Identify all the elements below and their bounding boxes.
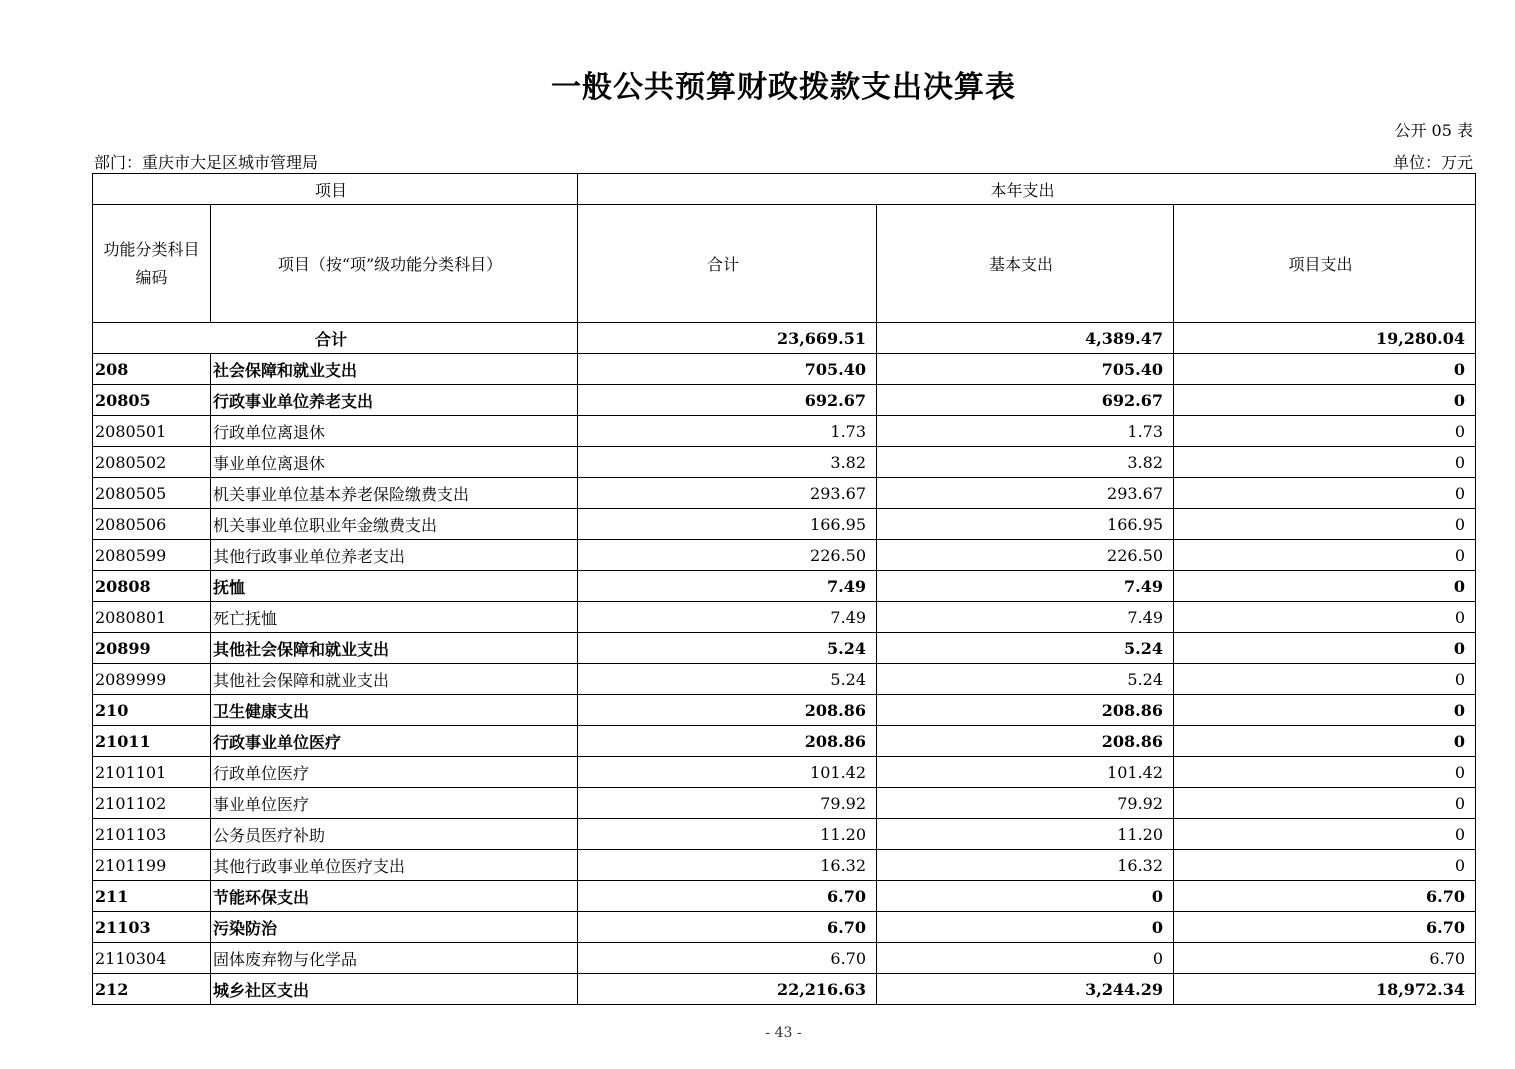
row-project: 0 — [1174, 695, 1476, 726]
total-label: 合计 — [93, 323, 578, 354]
row-code: 212 — [93, 974, 211, 1005]
table-row — [93, 912, 1476, 943]
table-row — [93, 757, 1476, 788]
row-project: 0 — [1174, 509, 1476, 540]
row-name: 其他社会保障和就业支出 — [211, 664, 578, 695]
row-project: 0 — [1174, 726, 1476, 757]
table-row — [93, 633, 1476, 664]
table-row — [93, 664, 1476, 695]
row-name: 卫生健康支出 — [211, 695, 578, 726]
row-basic: 692.67 — [877, 385, 1174, 416]
row-name: 城乡社区支出 — [211, 974, 578, 1005]
row-basic: 0 — [877, 881, 1174, 912]
row-project: 6.70 — [1174, 881, 1476, 912]
row-name: 其他社会保障和就业支出 — [211, 633, 578, 664]
header-row-2 — [93, 205, 1476, 323]
row-code: 21011 — [93, 726, 211, 757]
form-number: 公开 05 表 — [1394, 121, 1473, 140]
row-basic: 208.86 — [877, 695, 1174, 726]
row-total: 7.49 — [578, 571, 877, 602]
row-project: 0 — [1174, 664, 1476, 695]
row-basic: 79.92 — [877, 788, 1174, 819]
row-project: 0 — [1174, 633, 1476, 664]
row-code: 2089999 — [93, 664, 211, 695]
row-project: 0 — [1174, 571, 1476, 602]
row-name: 节能环保支出 — [211, 881, 578, 912]
row-basic: 3.82 — [877, 447, 1174, 478]
row-code: 2101102 — [93, 788, 211, 819]
expenditure-table — [92, 173, 1476, 1005]
row-code: 2080599 — [93, 540, 211, 571]
row-name: 行政单位离退休 — [211, 416, 578, 447]
row-basic: 7.49 — [877, 602, 1174, 633]
row-name: 行政事业单位养老支出 — [211, 385, 578, 416]
row-basic: 11.20 — [877, 819, 1174, 850]
header-basic: 基本支出 — [877, 205, 1174, 323]
row-name: 事业单位离退休 — [211, 447, 578, 478]
table-row — [93, 447, 1476, 478]
row-name: 抚恤 — [211, 571, 578, 602]
row-name: 固体废弃物与化学品 — [211, 943, 578, 974]
total-basic: 4,389.47 — [877, 323, 1174, 354]
header-current-year: 本年支出 — [578, 174, 1476, 205]
row-basic: 5.24 — [877, 633, 1174, 664]
row-total: 692.67 — [578, 385, 877, 416]
row-project: 18,972.34 — [1174, 974, 1476, 1005]
page-number: - 43 - — [765, 1025, 802, 1041]
row-project: 0 — [1174, 819, 1476, 850]
row-project: 0 — [1174, 416, 1476, 447]
row-code: 20805 — [93, 385, 211, 416]
row-code: 20899 — [93, 633, 211, 664]
row-code: 2080505 — [93, 478, 211, 509]
header-total: 合计 — [578, 205, 877, 323]
row-total: 5.24 — [578, 664, 877, 695]
table-row — [93, 695, 1476, 726]
row-name: 行政单位医疗 — [211, 757, 578, 788]
row-project: 0 — [1174, 602, 1476, 633]
row-basic: 226.50 — [877, 540, 1174, 571]
row-basic: 3,244.29 — [877, 974, 1174, 1005]
table-row — [93, 726, 1476, 757]
row-project: 0 — [1174, 757, 1476, 788]
row-project: 0 — [1174, 850, 1476, 881]
row-total: 101.42 — [578, 757, 877, 788]
row-basic: 0 — [877, 912, 1174, 943]
header-project: 项目 — [93, 174, 578, 205]
page-title: 一般公共预算财政拨款支出决算表 — [551, 70, 1016, 105]
header-item: 项目（按“项”级功能分类科目） — [211, 205, 578, 323]
row-basic: 166.95 — [877, 509, 1174, 540]
row-project: 6.70 — [1174, 943, 1476, 974]
row-code: 2101101 — [93, 757, 211, 788]
table-row — [93, 881, 1476, 912]
row-total: 293.67 — [578, 478, 877, 509]
row-basic: 101.42 — [877, 757, 1174, 788]
row-code: 2080801 — [93, 602, 211, 633]
header-project-expenditure: 项目支出 — [1174, 205, 1476, 323]
row-basic: 7.49 — [877, 571, 1174, 602]
row-code: 211 — [93, 881, 211, 912]
row-name: 污染防治 — [211, 912, 578, 943]
total-project: 19,280.04 — [1174, 323, 1476, 354]
row-code: 2080502 — [93, 447, 211, 478]
row-total: 1.73 — [578, 416, 877, 447]
row-project: 0 — [1174, 788, 1476, 819]
table-row — [93, 974, 1476, 1005]
row-code: 2080506 — [93, 509, 211, 540]
row-code: 20808 — [93, 571, 211, 602]
total-sum: 23,669.51 — [578, 323, 877, 354]
row-basic: 5.24 — [877, 664, 1174, 695]
row-total: 6.70 — [578, 881, 877, 912]
row-project: 6.70 — [1174, 912, 1476, 943]
table-row — [93, 540, 1476, 571]
row-name: 公务员医疗补助 — [211, 819, 578, 850]
row-name: 机关事业单位职业年金缴费支出 — [211, 509, 578, 540]
row-code: 2101199 — [93, 850, 211, 881]
row-code: 208 — [93, 354, 211, 385]
row-name: 社会保障和就业支出 — [211, 354, 578, 385]
row-project: 0 — [1174, 478, 1476, 509]
row-code: 2080501 — [93, 416, 211, 447]
row-basic: 293.67 — [877, 478, 1174, 509]
row-total: 6.70 — [578, 912, 877, 943]
row-basic: 0 — [877, 943, 1174, 974]
table-row — [93, 478, 1476, 509]
row-total: 79.92 — [578, 788, 877, 819]
table-row — [93, 819, 1476, 850]
table-row — [93, 385, 1476, 416]
total-row — [93, 323, 1476, 354]
row-name: 行政事业单位医疗 — [211, 726, 578, 757]
row-code: 2101103 — [93, 819, 211, 850]
row-total: 22,216.63 — [578, 974, 877, 1005]
row-basic: 208.86 — [877, 726, 1174, 757]
row-project: 0 — [1174, 385, 1476, 416]
row-basic: 705.40 — [877, 354, 1174, 385]
row-total: 6.70 — [578, 943, 877, 974]
row-name: 机关事业单位基本养老保险缴费支出 — [211, 478, 578, 509]
row-basic: 16.32 — [877, 850, 1174, 881]
department-label: 部门：重庆市大足区城市管理局 — [94, 153, 319, 172]
row-code: 21103 — [93, 912, 211, 943]
row-total: 7.49 — [578, 602, 877, 633]
table-row — [93, 788, 1476, 819]
row-total: 208.86 — [578, 695, 877, 726]
row-project: 0 — [1174, 447, 1476, 478]
row-code: 2110304 — [93, 943, 211, 974]
row-total: 5.24 — [578, 633, 877, 664]
row-total: 16.32 — [578, 850, 877, 881]
table-row — [93, 354, 1476, 385]
row-total: 208.86 — [578, 726, 877, 757]
table-row — [93, 509, 1476, 540]
row-name: 死亡抚恤 — [211, 602, 578, 633]
row-total: 226.50 — [578, 540, 877, 571]
row-code: 210 — [93, 695, 211, 726]
header-row-1 — [93, 174, 1476, 205]
row-project: 0 — [1174, 354, 1476, 385]
row-total: 3.82 — [578, 447, 877, 478]
table-row — [93, 602, 1476, 633]
row-total: 11.20 — [578, 819, 877, 850]
row-basic: 1.73 — [877, 416, 1174, 447]
row-total: 166.95 — [578, 509, 877, 540]
row-name: 其他行政事业单位养老支出 — [211, 540, 578, 571]
row-name: 其他行政事业单位医疗支出 — [211, 850, 578, 881]
table-row — [93, 943, 1476, 974]
header-code: 功能分类科目编码 — [93, 205, 211, 323]
row-name: 事业单位医疗 — [211, 788, 578, 819]
table-row — [93, 571, 1476, 602]
table-row — [93, 850, 1476, 881]
unit-label: 单位：万元 — [1392, 153, 1473, 172]
row-project: 0 — [1174, 540, 1476, 571]
row-total: 705.40 — [578, 354, 877, 385]
table-row — [93, 416, 1476, 447]
